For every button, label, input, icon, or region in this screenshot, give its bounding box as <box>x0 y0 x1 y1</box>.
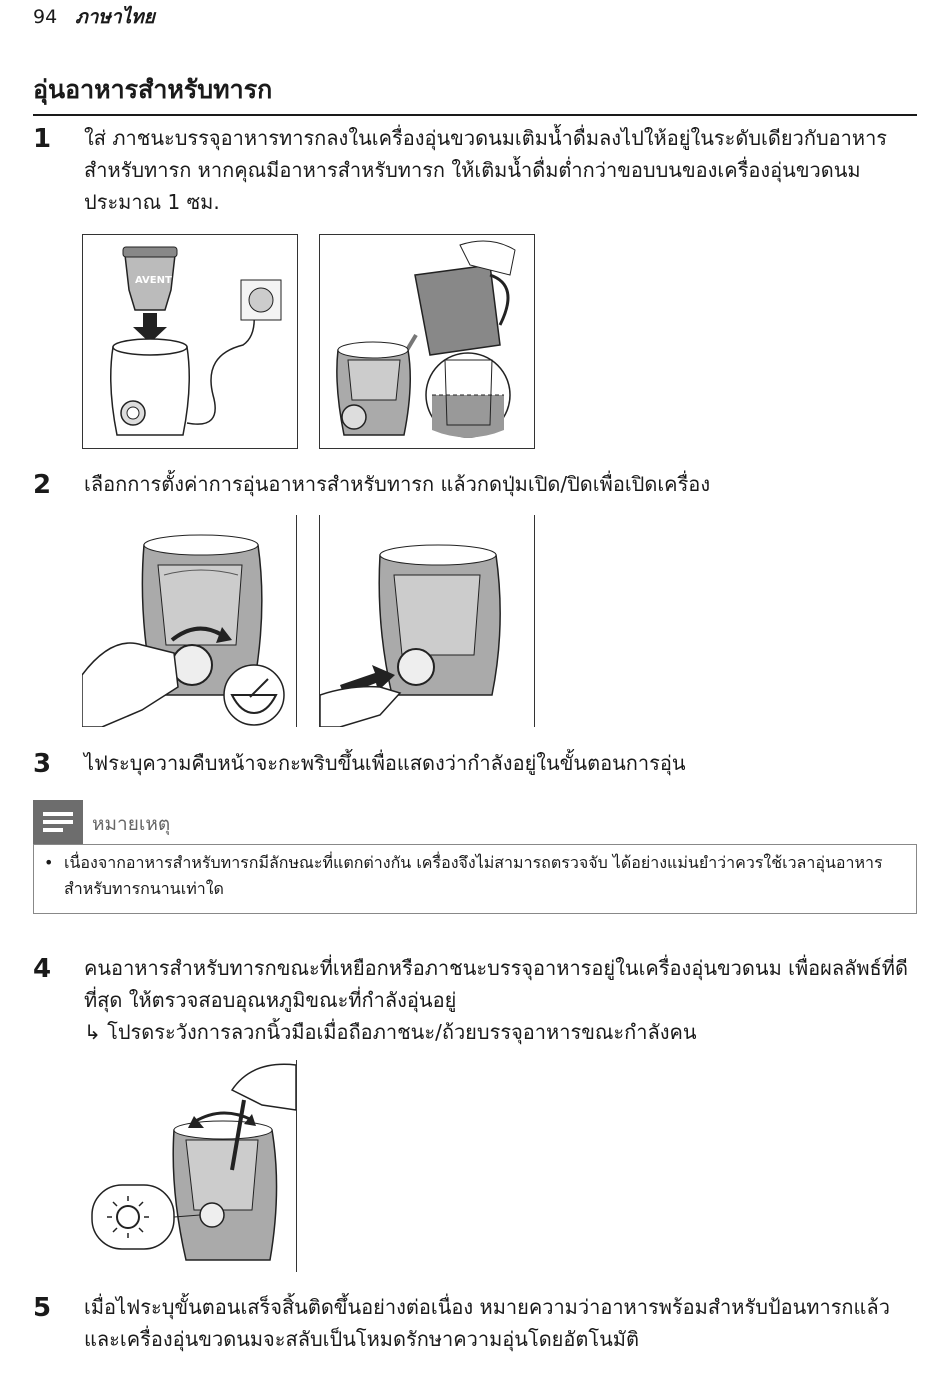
step-5-text: เมื่อไฟระบุขั้นตอนเสร็จสิ้นติดขึ้นอย่างต่อเนื่อง หมายความว่าอาหารพร้อมสำหรับป้อนทารกแล้ว และเครื่องอุ่นขวดนมจะสลับเป็นโหมดรักษาความอุ่นโดยอัตโนมัติ <box>84 1295 890 1351</box>
note-icon <box>33 800 83 844</box>
figure-stir-food <box>82 1060 297 1272</box>
step-5-number: 5 <box>33 1293 52 1323</box>
page-header <box>33 2 155 32</box>
note-bullet: • <box>44 853 54 872</box>
step-4-text <box>84 952 914 1048</box>
step-4-result: ↳ โปรดระวังการลวกนิ้วมือเมื่อถือภาชนะ/ถ้วยบรรจุอาหารขณะกำลังคน <box>84 1020 697 1044</box>
page-number: 94 <box>33 6 58 28</box>
step-4-number: 4 <box>33 954 52 984</box>
figure-press-button <box>319 515 535 727</box>
step-3-text: ไฟระบุความคืบหน้าจะกะพริบขึ้นเพื่อแสดงว่ากำลังอยู่ในขั้นตอนการอุ่น <box>84 751 686 775</box>
figure-insert-jar <box>82 234 298 449</box>
step-2-text: เลือกการตั้งค่าการอุ่นอาหารสำหรับทารก แล้วกดปุ่มเปิด/ปิดเพื่อเปิดเครื่อง <box>84 472 711 496</box>
step-3-number: 3 <box>33 749 52 779</box>
step-2-number: 2 <box>33 470 52 500</box>
figure-select-setting <box>82 515 297 727</box>
language-label: ภาษาไทย <box>75 6 155 28</box>
step-1-text: ใส่ ภาชนะบรรจุอาหารทารกลงในเครื่องอุ่นขวดนมเติมน้ำดื่มลงไปให้อยู่ในระดับเดียวกับอาหารสำหรับทารก หากคุณมีอาหารสำหรับทารก ให้เติมน้ำดื่มต่ำกว่าขอบบนของเครื่องอุ่นขวดนมประมาณ 1 ซม. <box>84 126 888 214</box>
figure-pour-water <box>319 234 535 449</box>
step-1-number: 1 <box>33 124 52 154</box>
step-4-main: คนอาหารสำหรับทารกขณะที่เหยือกหรือภาชนะบรรจุอาหารอยู่ในเครื่องอุ่นขวดนม เพื่อผลลัพธ์ที่ดีที่สุด ให้ตรวจสอบอุณหภูมิขณะที่กำลังอุ่นอยู่ <box>84 956 908 1012</box>
brand-text: AVENT <box>135 275 172 286</box>
note-box <box>33 844 917 914</box>
note-label: หมายเหตุ <box>92 813 171 835</box>
section-title: อุ่นอาหารสำหรับทารก <box>33 70 917 116</box>
note-text: เนื่องจากอาหารสำหรับทารกมีลักษณะที่แตกต่างกัน เครื่องจึงไม่สามารถตรวจจับ ได้อย่างแม่นยำว่าควรใช้เวลาอุ่นอาหารสำหรับทารกนานเท่าใด <box>64 853 883 898</box>
